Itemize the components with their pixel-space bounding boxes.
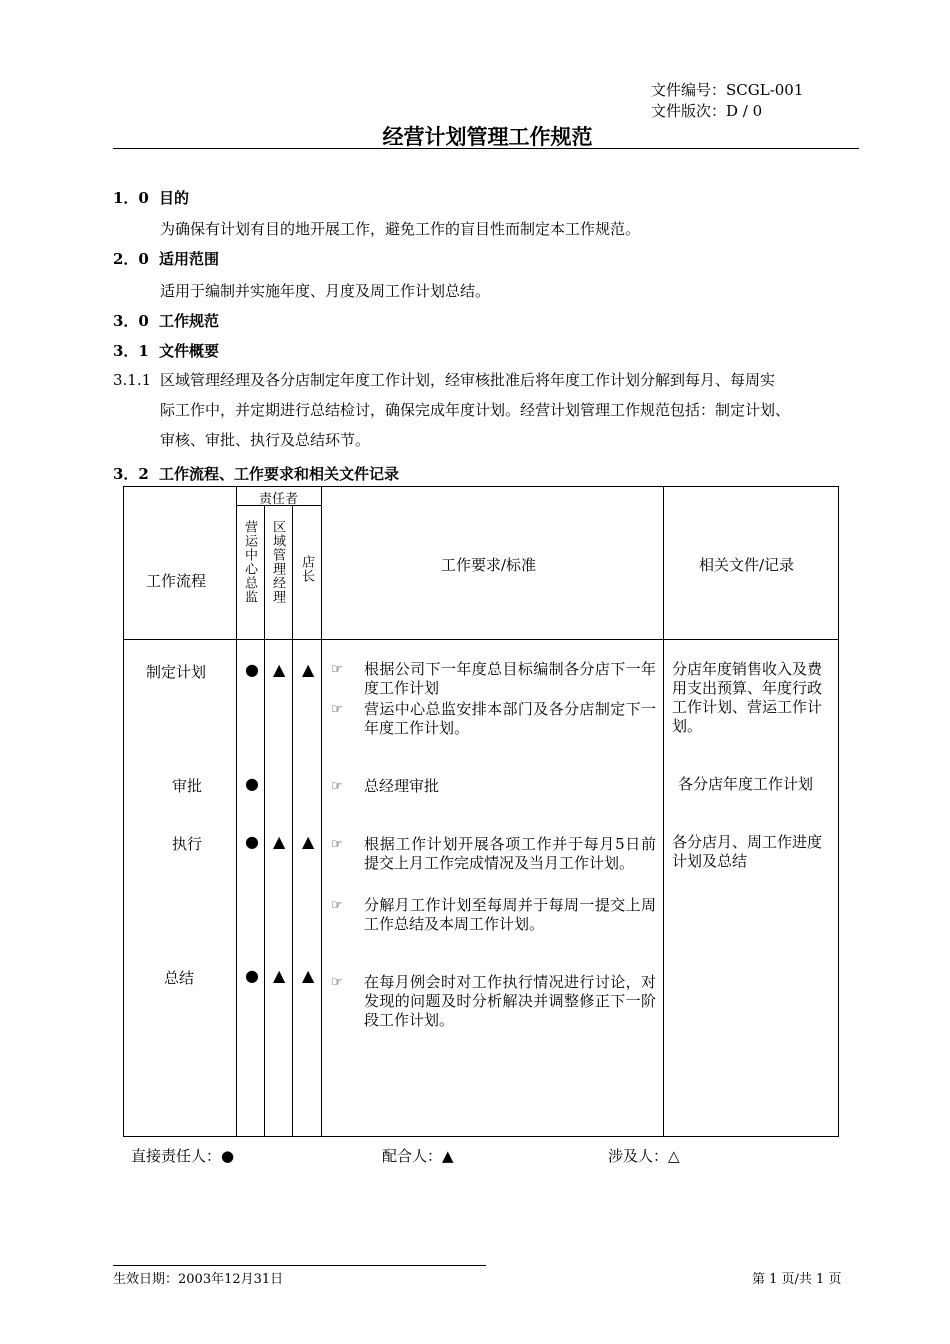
mark-assist: ▲: [273, 660, 286, 679]
grid-line: [321, 487, 322, 1136]
section-3-1-number: 3．1: [113, 342, 149, 360]
mark-direct: ●: [245, 774, 259, 793]
hand-pointer-icon: ☞: [331, 662, 343, 677]
hand-pointer-icon: ☞: [331, 837, 343, 852]
related-document: 各分店月、周工作进度计划及总结: [672, 833, 823, 870]
section-2-number: 2．0: [113, 250, 149, 268]
header-resp-store-manager: 店长: [299, 555, 314, 583]
mark-direct: ●: [245, 660, 259, 679]
doc-number: 文件编号：SCGL-001: [651, 81, 804, 99]
header-resp-ops-director: 营运中心总监: [242, 520, 257, 604]
mark-assist: ▲: [273, 966, 286, 985]
requirement-text: 根据工作计划开展各项工作并于每月5日前提交上月工作完成情况及当月工作计划。: [364, 835, 656, 872]
header-requirements: 工作要求/标准: [441, 556, 537, 574]
mark-assist: ▲: [302, 832, 315, 851]
page-number: 第 1 页/共 1 页: [752, 1272, 842, 1287]
section-3-1-1-line-3: 审核、审批、执行及总结环节。: [160, 431, 371, 449]
requirement-text: 总经理审批: [364, 777, 440, 795]
hand-pointer-icon: ☞: [331, 898, 343, 913]
requirement-text: 分解月工作计划至每周并于每周一提交上周工作总结及本周工作计划。: [364, 896, 656, 933]
mark-direct: ●: [245, 966, 259, 985]
section-3-2-number: 3．2: [113, 465, 149, 483]
mark-assist: ▲: [302, 966, 315, 985]
section-3-1-1-line-1: 区域管理经理及各分店制定年度工作计划，经审核批准后将年度工作计划分解到每月、每周实: [160, 371, 776, 389]
section-1-heading: [113, 187, 189, 208]
related-document: 各分店年度工作计划: [678, 775, 814, 793]
page-title: 经营计划管理工作规范: [382, 125, 593, 149]
section-2-text: 适用于编制并实施年度、月度及周工作计划总结。: [160, 282, 491, 300]
flow-step-execute: 执行: [172, 835, 203, 853]
mark-assist: ▲: [273, 832, 286, 851]
footer-rule: [113, 1265, 486, 1266]
section-1-number: 1．0: [113, 189, 149, 207]
section-3-title: 工作规范: [159, 312, 220, 330]
hand-pointer-icon: ☞: [331, 975, 343, 990]
section-3-1-1-paragraph: [113, 365, 873, 455]
section-1-title: 目的: [159, 189, 190, 207]
section-1-text: 为确保有计划有目的地开展工作，避免工作的盲目性而制定本工作规范。: [160, 220, 641, 238]
hand-pointer-icon: ☞: [331, 779, 343, 794]
effective-date: 生效日期：2003年12月31日: [113, 1272, 284, 1287]
grid-line: [663, 487, 664, 1136]
grid-line: [264, 505, 265, 1136]
requirement-text: 营运中心总监安排本部门及各分店制定下一年度工作计划。: [364, 700, 656, 737]
section-3-1-title: 文件概要: [159, 342, 220, 360]
requirement-text: 根据公司下一年度总目标编制各分店下一年度工作计划: [364, 660, 656, 697]
section-2-title: 适用范围: [159, 250, 220, 268]
grid-line: [292, 505, 293, 1136]
header-resp-area-manager: 区域管理经理: [270, 520, 285, 604]
flow-step-summary: 总结: [164, 969, 195, 987]
section-2-heading: [113, 248, 219, 269]
grid-line: [124, 639, 838, 640]
section-3-2-heading: [113, 463, 399, 484]
doc-version: 文件版次：D / 0: [651, 102, 763, 120]
flow-step-plan: 制定计划: [146, 663, 207, 681]
section-3-1-1-line-2: 际工作中，并定期进行总结检讨，确保完成年度计划。经营计划管理工作规范包括：制定计划、: [160, 401, 791, 419]
requirement-text: 在每月例会时对工作执行情况进行讨论，对发现的问题及时分析解决并调整修正下一阶段工作计划。: [364, 973, 656, 1029]
section-3-2-title: 工作流程、工作要求和相关文件记录: [159, 465, 400, 483]
legend-involved: 涉及人：△: [608, 1147, 680, 1165]
flow-step-approve: 审批: [172, 777, 203, 795]
related-document: 分店年度销售收入及费用支出预算、年度行政工作计划、营运工作计划。: [672, 660, 823, 735]
section-3-1-1-number: 3.1.1: [113, 371, 152, 389]
legend-assist: 配合人：▲: [382, 1147, 454, 1165]
header-documents: 相关文件/记录: [699, 556, 795, 574]
mark-assist: ▲: [302, 660, 315, 679]
section-3-number: 3．0: [113, 312, 149, 330]
header-responsible: 责任者: [259, 492, 299, 507]
workflow-table: [123, 486, 839, 1137]
hand-pointer-icon: ☞: [331, 702, 343, 717]
header-work-flow: 工作流程: [146, 572, 207, 590]
section-3-1-heading: [113, 340, 219, 361]
section-3-heading: [113, 310, 219, 331]
mark-direct: ●: [245, 832, 259, 851]
legend-direct: 直接责任人：●: [131, 1147, 235, 1165]
grid-line: [236, 487, 237, 1136]
title-rule: [113, 148, 859, 149]
